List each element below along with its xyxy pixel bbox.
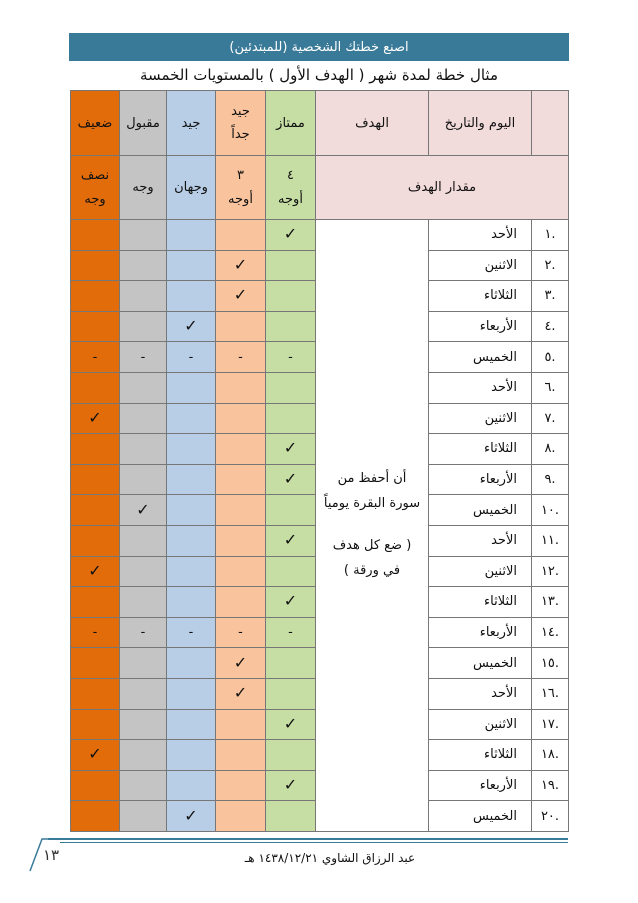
- cell-very-good: [216, 556, 266, 587]
- cell-good: [167, 281, 216, 312]
- row-number: .٢: [532, 250, 569, 281]
- monthly-plan-table: [70, 90, 569, 832]
- cell-weak: [71, 434, 120, 465]
- footer-divider-thin: [60, 842, 568, 843]
- cell-good: [167, 770, 216, 801]
- cell-acceptable: [120, 556, 167, 587]
- row-number: .١٥: [532, 648, 569, 679]
- dash-mark: -: [188, 625, 194, 641]
- cell-weak: [71, 281, 120, 312]
- row-day: الخميس: [429, 495, 532, 526]
- cell-acceptable: [120, 617, 167, 648]
- cell-very-good: [216, 281, 266, 312]
- cell-very-good: [216, 648, 266, 679]
- cell-good: [167, 525, 216, 556]
- header-good: جيد: [167, 91, 216, 156]
- header-very-good-line1: جيد: [231, 103, 250, 119]
- cell-excellent: [266, 220, 316, 251]
- cell-acceptable: [120, 372, 167, 403]
- cell-very-good: [216, 434, 266, 465]
- cell-good: [167, 801, 216, 832]
- cell-weak: [71, 342, 120, 373]
- amount-label: مقدار الهدف: [316, 156, 569, 220]
- cell-excellent: [266, 250, 316, 281]
- cell-weak: [71, 220, 120, 251]
- row-day: الخميس: [429, 801, 532, 832]
- row-day: الاثنين: [429, 250, 532, 281]
- dash-mark: -: [140, 625, 146, 641]
- row-day: الاثنين: [429, 709, 532, 740]
- cell-excellent: [266, 464, 316, 495]
- cell-very-good: [216, 587, 266, 618]
- cell-good: [167, 709, 216, 740]
- cell-good: [167, 342, 216, 373]
- cell-acceptable: [120, 220, 167, 251]
- cell-very-good: [216, 342, 266, 373]
- goal-line: في ورقة ): [343, 563, 401, 579]
- row-day: الأربعاء: [429, 464, 532, 495]
- cell-weak: [71, 587, 120, 618]
- row-number: .١٩: [532, 770, 569, 801]
- cell-very-good: [216, 801, 266, 832]
- row-day: الاثنين: [429, 556, 532, 587]
- header-weak: ضعيف: [71, 91, 120, 156]
- checkmark-icon: ✓: [233, 285, 248, 305]
- row-number: .١٨: [532, 740, 569, 771]
- checkmark-icon: ✓: [136, 499, 150, 519]
- checkmark-icon: ✓: [283, 469, 298, 489]
- cell-weak: [71, 403, 120, 434]
- cell-excellent: [266, 434, 316, 465]
- document-banner: [69, 33, 569, 61]
- dash-mark: -: [92, 349, 98, 365]
- cell-weak: [71, 525, 120, 556]
- cell-acceptable: [120, 434, 167, 465]
- row-number: .١٦: [532, 678, 569, 709]
- row-day: الأربعاء: [429, 770, 532, 801]
- cell-very-good: [216, 250, 266, 281]
- header-num-cell: [532, 91, 569, 156]
- cell-good: [167, 740, 216, 771]
- row-number: .١٢: [532, 556, 569, 587]
- cell-good: [167, 495, 216, 526]
- checkmark-icon: ✓: [184, 805, 198, 825]
- cell-good: [167, 556, 216, 587]
- cell-excellent: [266, 311, 316, 342]
- cell-weak: [71, 801, 120, 832]
- amount-excellent-unit: أوجه: [278, 191, 303, 207]
- cell-weak: [71, 709, 120, 740]
- amount-excellent: [266, 156, 316, 220]
- author-date: عبد الرزاق الشاوي ١٤٣٨/١٢/٢١ هـ: [244, 851, 416, 865]
- cell-good: [167, 678, 216, 709]
- amount-weak-line2: وجه: [84, 191, 106, 207]
- row-day: الثلاثاء: [429, 434, 532, 465]
- cell-excellent: [266, 770, 316, 801]
- row-day: الأحد: [429, 372, 532, 403]
- page-number-badge: [28, 838, 74, 872]
- cell-acceptable: [120, 464, 167, 495]
- footer-divider: [48, 838, 568, 840]
- cell-weak: [71, 556, 120, 587]
- cell-very-good: [216, 495, 266, 526]
- row-number: .٩: [532, 464, 569, 495]
- cell-very-good: [216, 740, 266, 771]
- checkmark-icon: ✓: [233, 652, 248, 672]
- cell-good: [167, 220, 216, 251]
- checkmark-icon: ✓: [283, 224, 298, 244]
- cell-excellent: [266, 587, 316, 618]
- cell-acceptable: [120, 648, 167, 679]
- cell-very-good: [216, 372, 266, 403]
- plan-subtitle: مثال خطة لمدة شهر ( الهدف الأول ) بالمستويات الخمسة: [140, 66, 498, 84]
- checkmark-icon: ✓: [283, 530, 298, 550]
- amount-very-good-count: ٣: [237, 168, 244, 184]
- cell-good: [167, 311, 216, 342]
- cell-excellent: [266, 678, 316, 709]
- table-row: [71, 220, 569, 251]
- cell-good: [167, 372, 216, 403]
- cell-excellent: [266, 525, 316, 556]
- row-day: الأحد: [429, 678, 532, 709]
- cell-excellent: [266, 495, 316, 526]
- row-number: .٣: [532, 281, 569, 312]
- cell-good: [167, 587, 216, 618]
- cell-excellent: [266, 403, 316, 434]
- dash-mark: -: [238, 625, 243, 641]
- header-very-good-line2: جداً: [231, 127, 250, 142]
- row-day: الأحد: [429, 525, 532, 556]
- checkmark-icon: ✓: [233, 683, 248, 703]
- cell-acceptable: [120, 709, 167, 740]
- cell-acceptable: [120, 342, 167, 373]
- row-day: الأربعاء: [429, 617, 532, 648]
- cell-acceptable: [120, 801, 167, 832]
- cell-good: [167, 617, 216, 648]
- amount-weak-line1: نصف: [80, 168, 110, 184]
- goal-line: سورة البقرة يومياً: [323, 495, 421, 511]
- cell-excellent: [266, 709, 316, 740]
- header-row: [71, 91, 569, 156]
- cell-acceptable: [120, 250, 167, 281]
- cell-good: [167, 250, 216, 281]
- cell-excellent: [266, 342, 316, 373]
- row-number: .٧: [532, 403, 569, 434]
- cell-weak: [71, 617, 120, 648]
- cell-excellent: [266, 372, 316, 403]
- cell-acceptable: [120, 770, 167, 801]
- row-day: الأحد: [429, 220, 532, 251]
- dash-mark: -: [288, 349, 293, 365]
- checkmark-icon: ✓: [283, 438, 298, 458]
- cell-very-good: [216, 709, 266, 740]
- checkmark-icon: ✓: [283, 591, 298, 611]
- row-number: .١: [532, 220, 569, 251]
- cell-weak: [71, 464, 120, 495]
- checkmark-icon: ✓: [283, 774, 298, 794]
- cell-very-good: [216, 464, 266, 495]
- dash-mark: -: [238, 349, 243, 365]
- cell-weak: [71, 250, 120, 281]
- row-number: .٦: [532, 372, 569, 403]
- goal-description: [316, 220, 429, 832]
- row-day: الثلاثاء: [429, 281, 532, 312]
- header-acceptable: مقبول: [120, 91, 167, 156]
- cell-acceptable: [120, 495, 167, 526]
- cell-acceptable: [120, 403, 167, 434]
- cell-weak: [71, 678, 120, 709]
- row-number: .١١: [532, 525, 569, 556]
- cell-weak: [71, 311, 120, 342]
- checkmark-icon: ✓: [184, 316, 198, 336]
- cell-excellent: [266, 801, 316, 832]
- row-number: .٨: [532, 434, 569, 465]
- row-number: .١٧: [532, 709, 569, 740]
- cell-good: [167, 648, 216, 679]
- cell-acceptable: [120, 311, 167, 342]
- cell-very-good: [216, 770, 266, 801]
- cell-excellent: [266, 648, 316, 679]
- cell-acceptable: [120, 678, 167, 709]
- checkmark-icon: ✓: [88, 407, 102, 427]
- row-day: الثلاثاء: [429, 587, 532, 618]
- cell-very-good: [216, 678, 266, 709]
- cell-acceptable: [120, 525, 167, 556]
- amount-acceptable: وجه: [120, 156, 167, 220]
- row-number: .٢٠: [532, 801, 569, 832]
- page-number: ١٣: [42, 846, 60, 864]
- row-number: .٥: [532, 342, 569, 373]
- cell-very-good: [216, 220, 266, 251]
- cell-weak: [71, 372, 120, 403]
- cell-very-good: [216, 403, 266, 434]
- dash-mark: -: [188, 349, 194, 365]
- cell-excellent: [266, 740, 316, 771]
- row-day: الأربعاء: [429, 311, 532, 342]
- cell-acceptable: [120, 281, 167, 312]
- checkmark-icon: ✓: [233, 254, 248, 274]
- checkmark-icon: ✓: [88, 744, 102, 764]
- cell-good: [167, 403, 216, 434]
- banner-title: اصنع خطتك الشخصية (للمبتدئين): [229, 39, 409, 55]
- row-number: .١٣: [532, 587, 569, 618]
- cell-weak: [71, 648, 120, 679]
- cell-good: [167, 434, 216, 465]
- header-goal: الهدف: [316, 91, 429, 156]
- goal-line: أن أحفظ من: [337, 471, 407, 487]
- goal-line: ( ضع كل هدف: [332, 538, 412, 554]
- amount-very-good-unit: أوجه: [228, 191, 253, 207]
- cell-very-good: [216, 617, 266, 648]
- row-number: .١٤: [532, 617, 569, 648]
- checkmark-icon: ✓: [88, 560, 102, 580]
- cell-weak: [71, 770, 120, 801]
- dash-mark: -: [140, 349, 146, 365]
- header-excellent: ممتاز: [266, 91, 316, 156]
- cell-weak: [71, 495, 120, 526]
- cell-good: [167, 464, 216, 495]
- header-very-good: [216, 91, 266, 156]
- dash-mark: -: [92, 625, 98, 641]
- cell-acceptable: [120, 740, 167, 771]
- header-day: اليوم والتاريخ: [429, 91, 532, 156]
- cell-weak: [71, 740, 120, 771]
- checkmark-icon: ✓: [283, 713, 298, 733]
- row-day: الخميس: [429, 342, 532, 373]
- cell-excellent: [266, 281, 316, 312]
- row-number: .٤: [532, 311, 569, 342]
- amount-row: [71, 156, 569, 220]
- row-day: الخميس: [429, 648, 532, 679]
- cell-very-good: [216, 311, 266, 342]
- cell-excellent: [266, 556, 316, 587]
- amount-good: وجهان: [167, 156, 216, 220]
- row-day: الاثنين: [429, 403, 532, 434]
- cell-acceptable: [120, 587, 167, 618]
- amount-excellent-count: ٤: [287, 168, 294, 184]
- dash-mark: -: [288, 625, 293, 641]
- amount-weak: [71, 156, 120, 220]
- row-number: .١٠: [532, 495, 569, 526]
- row-day: الثلاثاء: [429, 740, 532, 771]
- amount-very-good: [216, 156, 266, 220]
- cell-very-good: [216, 525, 266, 556]
- cell-excellent: [266, 617, 316, 648]
